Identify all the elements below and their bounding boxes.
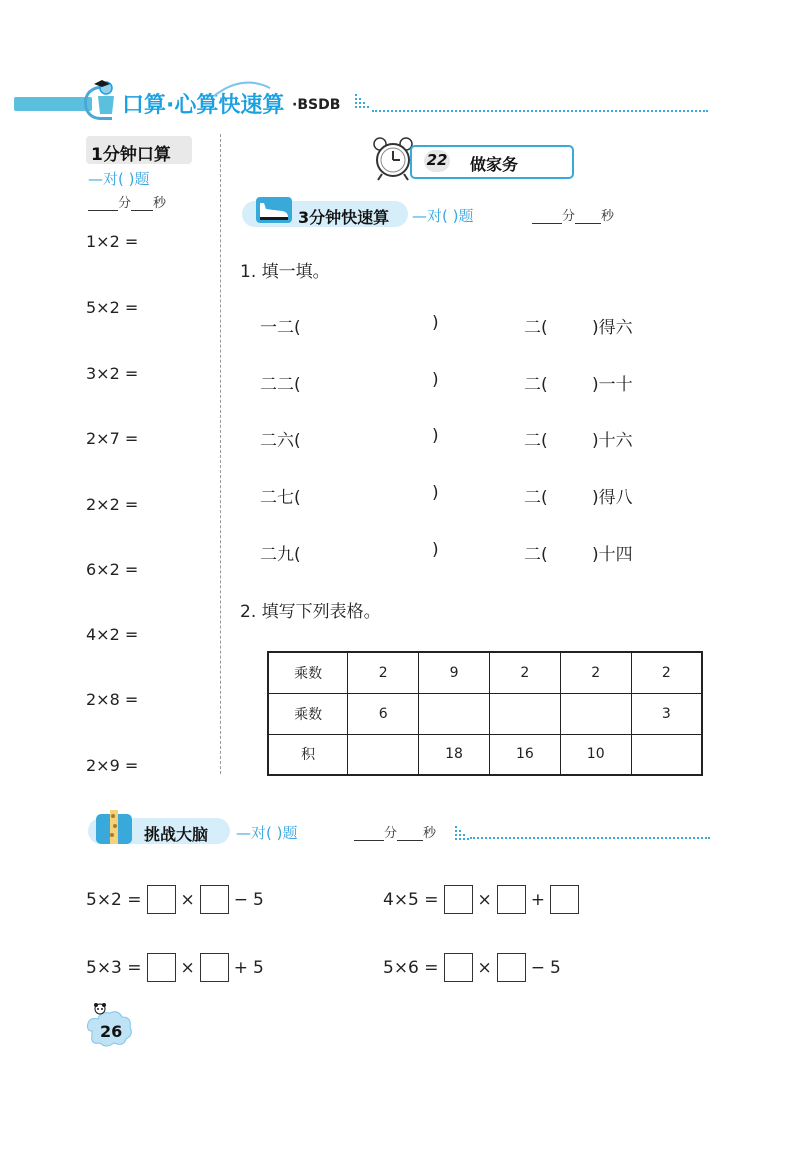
series-code: ·BSDB (292, 97, 341, 113)
challenge-tail: 5 (550, 957, 561, 978)
answer-box[interactable] (200, 885, 229, 914)
table-cell: 乘数 (268, 652, 348, 693)
operator: × (180, 889, 195, 910)
challenge-tail: 5 (253, 889, 264, 910)
operator: + (530, 889, 546, 910)
challenge-time: 分 秒 (354, 822, 436, 841)
fill-right-open: 二( (524, 431, 548, 451)
table-row (268, 652, 702, 693)
question-1-heading: 1. 填一填。 (240, 262, 330, 282)
fill-right-open: 二( (524, 318, 548, 338)
alarm-clock-icon (372, 136, 414, 182)
table-cell[interactable] (560, 693, 631, 734)
lesson-number: 22 (424, 150, 450, 172)
table-cell[interactable] (631, 734, 702, 775)
lesson-name: 做家务 (470, 155, 519, 174)
oral-equation[interactable]: 3×2 = (86, 364, 139, 383)
header-accent-bar (14, 97, 92, 111)
quick-score: —对( )题 (412, 207, 474, 225)
table-cell[interactable] (348, 734, 419, 775)
fill-left-open: 二二( (260, 375, 301, 395)
book-title: 口算·心算快速算 (122, 93, 285, 118)
challenge-problem (86, 885, 264, 914)
fill-right-open: 二( (524, 488, 548, 508)
fill-right-close[interactable]: )得六 (592, 318, 633, 338)
challenge-lhs: 5×2 = (86, 889, 142, 910)
fill-left-open: 二六( (260, 431, 301, 451)
table-cell: 积 (268, 734, 348, 775)
fill-right-close[interactable]: )十六 (592, 431, 633, 451)
challenge-dotted-line (470, 837, 710, 839)
table-cell: 18 (419, 734, 490, 775)
operator: + (233, 957, 249, 978)
challenge-title: 挑战大脑 (144, 825, 209, 844)
table-cell: 10 (560, 734, 631, 775)
oral-equation[interactable]: 6×2 = (86, 560, 139, 579)
challenge-problem (383, 953, 561, 982)
challenge-score: —对( )题 (236, 824, 298, 842)
fill-right-close[interactable]: )一十 (592, 375, 633, 395)
table-cell: 2 (631, 652, 702, 693)
dots-icon (455, 822, 473, 842)
table-cell: 2 (489, 652, 560, 693)
operator: − (233, 889, 249, 910)
challenge-lhs: 5×3 = (86, 957, 142, 978)
table-row (268, 734, 702, 775)
mascot-icon (92, 80, 122, 116)
fill-left-open: 二九( (260, 545, 301, 565)
oral-equation[interactable]: 2×8 = (86, 690, 139, 709)
quick-time: 分 秒 (532, 205, 614, 224)
oral-calc-score: —对( )题 (88, 170, 150, 188)
answer-box[interactable] (497, 885, 526, 914)
oral-equation[interactable]: 5×2 = (86, 298, 139, 317)
answer-box[interactable] (147, 885, 176, 914)
giraffe-icon (92, 808, 136, 848)
shoe-icon (246, 193, 294, 227)
multiplication-table (267, 651, 703, 776)
fill-right-close[interactable]: )得八 (592, 488, 633, 508)
table-cell: 2 (348, 652, 419, 693)
answer-box[interactable] (147, 953, 176, 982)
answer-box[interactable] (200, 953, 229, 982)
answer-box[interactable] (550, 885, 579, 914)
fill-right-open: 二( (524, 545, 548, 565)
table-cell[interactable] (489, 693, 560, 734)
operator: × (477, 889, 492, 910)
oral-equation[interactable]: 2×7 = (86, 429, 139, 448)
fill-right-open: 二( (524, 375, 548, 395)
table-cell: 3 (631, 693, 702, 734)
oral-calc-title: 1分钟口算 (86, 136, 192, 164)
fill-left-close[interactable]: ) (432, 483, 439, 503)
challenge-problem (383, 885, 579, 914)
fill-left-open: 二七( (260, 488, 301, 508)
quick-title: 3分钟快速算 (298, 208, 390, 227)
oral-equation[interactable]: 2×9 = (86, 756, 139, 775)
table-cell: 6 (348, 693, 419, 734)
fill-left-close[interactable]: ) (432, 426, 439, 446)
column-divider (220, 134, 221, 774)
answer-box[interactable] (444, 953, 473, 982)
table-row (268, 693, 702, 734)
header-dotted-line (372, 110, 708, 112)
challenge-lhs: 4×5 = (383, 889, 439, 910)
table-cell: 16 (489, 734, 560, 775)
operator: × (477, 957, 492, 978)
fill-left-close[interactable]: ) (432, 313, 439, 333)
oral-equation[interactable]: 4×2 = (86, 625, 139, 644)
challenge-tail: 5 (253, 957, 264, 978)
oral-equation[interactable]: 1×2 = (86, 232, 139, 251)
oral-equation[interactable]: 2×2 = (86, 495, 139, 514)
oral-calc-time: 分 秒 (88, 192, 166, 211)
fill-left-open: 一二( (260, 318, 301, 338)
answer-box[interactable] (497, 953, 526, 982)
operator: × (180, 957, 195, 978)
fill-right-close[interactable]: )十四 (592, 545, 633, 565)
answer-box[interactable] (444, 885, 473, 914)
table-cell: 乘数 (268, 693, 348, 734)
question-2-heading: 2. 填写下列表格。 (240, 602, 381, 622)
operator: − (530, 957, 546, 978)
challenge-lhs: 5×6 = (383, 957, 439, 978)
table-cell[interactable] (419, 693, 490, 734)
table-cell: 9 (419, 652, 490, 693)
challenge-problem (86, 953, 264, 982)
dots-icon (355, 90, 375, 110)
fill-left-close[interactable]: ) (432, 540, 439, 560)
table-cell: 2 (560, 652, 631, 693)
page-number: 26 (100, 1022, 123, 1041)
fill-left-close[interactable]: ) (432, 370, 439, 390)
swoosh-icon (212, 78, 272, 98)
